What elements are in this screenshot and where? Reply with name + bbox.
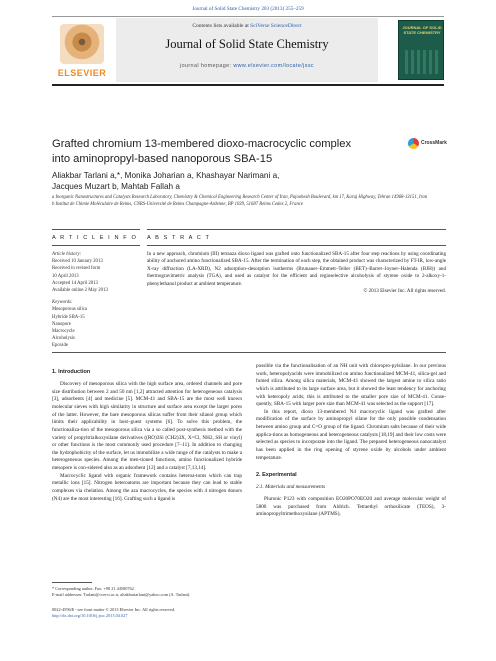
body-rule — [52, 352, 446, 353]
abstract-label: A B S T R A C T — [147, 235, 211, 241]
author-line[interactable]: Jacques Muzart b, Mahtab Fallah a — [52, 182, 180, 192]
keyword: Epoxide — [52, 343, 68, 349]
homepage-link[interactable]: www.elsevier.com/locate/jssc — [233, 63, 315, 69]
affiliation: a Inorganic Nanostructures and Catalysts Research Laboratory, Chemistry & Chemical Engineering Research Center of Iran, Pajoohesh Boulevard, km 17, Karaj Highway, Tehran 14968-13151, Iran — [52, 195, 428, 200]
journal-reference[interactable]: Journal of Solid State Chemistry 203 (2013) 255–259 — [192, 6, 304, 12]
history-label: Article history: — [52, 252, 82, 257]
section-heading-introduction: 1. Introduction — [52, 369, 91, 375]
history-item: Received in revised form — [52, 266, 101, 272]
corresponding-author: * Corresponding author. Fax: +98 21 44580762. — [52, 586, 135, 591]
article-info-rule — [52, 229, 140, 230]
abstract — [147, 251, 446, 295]
article-info-label: A R T I C L E I N F O — [52, 235, 138, 241]
crossmark-icon — [408, 138, 419, 149]
article-info — [52, 251, 140, 349]
email-addresses[interactable]: E-mail addresses: Tarlani@ccerci.ac.ir, aliakbartarlani@yahoo.com (A. Tarlani). — [52, 592, 191, 598]
keyword: Nanopore — [52, 321, 71, 327]
journal-homepage — [116, 63, 378, 69]
article-info-rule-2 — [52, 245, 140, 246]
elsevier-logo — [52, 22, 112, 80]
section-heading-experimental: 2. Experimental — [256, 472, 297, 479]
paragraph: possible via the functionalisation of an NH unit with chloropro-pylsilane. In our previous work, heteropolyacids were immobilized on amino functionalized MCM-41, silica-gel and fumed silica. Among silica materials, MCM-41 showed the largest amine to silica ratio which is attributed to its large surface area, but it showed the least tendency for anchoring with heteropoly acids; this is attributed to the smaller pore size of MCM-41. Conse-quently, SBA-15 with larger pore size than MCM-41 was selected as the support [17]. — [256, 363, 446, 408]
available-prefix: Contents lists available at — [192, 23, 251, 29]
masthead — [116, 18, 378, 82]
keywords-label: Keywords: — [52, 300, 73, 306]
abstract-rule-2 — [147, 245, 446, 246]
paragraph: In this report, dioxo 13-membered N4 macrocyclic ligand was grafted after modification of the surface by aminopropyl silane for the only possible condensation between amino group and C=O group of the ligand. Chromium salts because of their wide applica-tions as homogeneous and heterogeneous catalysts [18,19] and their low costs were selected as species to incorporate into the ligand. The prepared heterogeneous nanocatalyst has been applied in the ring opening of styrene oxide by alcohols under ambient temperature. — [256, 408, 446, 461]
paragraph: Macrocyclic ligand with organic framework contains heteroa-toms which can trap metallic ions [15]. Nitrogen heteroatoms are important because they can lead to stable complexes via chelation. Among the aza macrocycles, the species with 4 nitrogen donors (N4) are the most interesting [16]. Grafting such a ligand is — [52, 472, 242, 502]
subsection-heading: 2.1. Materials and measurements — [256, 484, 326, 491]
crossmark-badge[interactable] — [408, 137, 446, 151]
history-item: 10 April 2013 — [52, 273, 79, 279]
keyword: Mesoporous silica — [52, 307, 88, 313]
abstract-copyright: © 2013 Elsevier Inc. All rights reserved. — [363, 287, 446, 294]
header-rule-top — [52, 16, 444, 17]
crossmark-label: CrossMark — [421, 140, 447, 146]
affiliation: b Institut de Chimie Moléculaire de Reims, CNRS-Université de Reims Champagne-Ardenne, BP 1039, 51687 Reims Cedex 2, France — [52, 201, 303, 207]
header-rule-bottom — [52, 84, 444, 86]
keyword: Macrocycle — [52, 328, 75, 334]
journal-title: Journal of Solid State Chemistry — [165, 37, 329, 51]
article-title: Grafted chromium 13-membered dioxo-macrocyclic complex into aminopropyl-based nanoporous SBA-15 — [52, 138, 352, 165]
contents-available — [116, 23, 378, 29]
journal-header — [52, 18, 444, 82]
history-item: Received 10 January 2013 — [52, 259, 103, 265]
right-column — [256, 363, 446, 519]
author-list — [52, 170, 362, 193]
paragraph: Pluronic P123 with composition EO20PO70EO20 and average molecular weight of 5800 was purchased from Aldrich. Tetraethyl orthosilicate (TEOS), 3-aminopropyltrimethoxysilane (APTMS), — [256, 496, 446, 518]
history-item: Available online 2 May 2013 — [52, 287, 108, 293]
cover-title: JOURNAL OF SOLID STATE CHEMISTRY — [402, 25, 442, 35]
publication-meta — [52, 607, 242, 620]
sciencedirect-link[interactable]: SciVerse ScienceDirect — [250, 23, 302, 29]
affiliations — [52, 195, 446, 209]
elsevier-tree-icon — [60, 24, 104, 64]
issn-line: 0022-4596/$ - see front matter © 2013 Elsevier Inc. All rights reserved. — [52, 607, 176, 612]
abstract-rule — [147, 229, 446, 230]
cover-graphic — [405, 50, 439, 74]
journal-cover — [398, 20, 444, 80]
left-column — [52, 368, 242, 503]
history-item: Accepted 14 April 2013 — [52, 280, 98, 286]
keyword: Alcoholysis — [52, 336, 75, 342]
keyword: Hybride SBA-15 — [52, 314, 85, 320]
homepage-prefix: journal homepage: — [179, 63, 234, 69]
doi-link[interactable]: http://dx.doi.org/10.1016/j.jssc.2013.04.027 — [52, 613, 128, 619]
author-line[interactable]: Aliakbar Tarlani a,*, Monika Joharian a, Khashayar Narimani a, — [52, 171, 280, 180]
footnote-rule — [52, 582, 92, 583]
abstract-text: In a new approach, chromium (III) tetraaza dioxo ligand was grafted onto functionalized SBA-15 after four step reactions by using coordinating ability of anchored amino functionalized SBA-15. After the termination of each step, the obtained product was characterized by FT-IR, low-angle X-ray diffraction (LA-XRD), N2 adsorption–desorption isotherms (Brunauer–Emmett–Teller (BET)–Barret–Joyner–Halenda (BJH)) and thermogravimetric analysis (TGA), and used as catalyst for the efficient and regioselective alcoholysis of styrene oxide to 2-alkoxy-1-phenylethanol product at ambient temperature. — [147, 251, 446, 287]
paragraph: Discovery of mesoporous silica with the high surface area, ordered channels and pore size distribution between 2 and 50 nm [1,2] attracted attention for heterogeneous catalysis [3], adsorbents [4] and medicine [5]. MCM-41 and SBA-15 are the most well known molecular sieves with high similarity in structure and surface area except the larger pores of the latter. However, the bare mesoporous silicas suffer from their silanol group which limits their applicability in host–guest systems [6]. To solve this problem, the functionaliza-tion of the mesoporous silica via a so called post-synthesis method with the variety of propyltrialkoxysilane derivatives ((RO)3Si (CH2)3X, X=Cl, NH2, SH or vinyl) or other functions is the most commonly used procedure [7–11]. In addition to changing the hydrophobicity of the surface, let us immobilize a wide range of the catalysts to make a heterogeneous species. Among the men-tioned functions, amino functionalized hybride mesopore is con-sidered also as an adsorbent [12] and a catalyst [7,13,14]. — [52, 381, 242, 472]
publisher-name: ELSEVIER — [57, 68, 107, 78]
footnote — [52, 586, 242, 599]
